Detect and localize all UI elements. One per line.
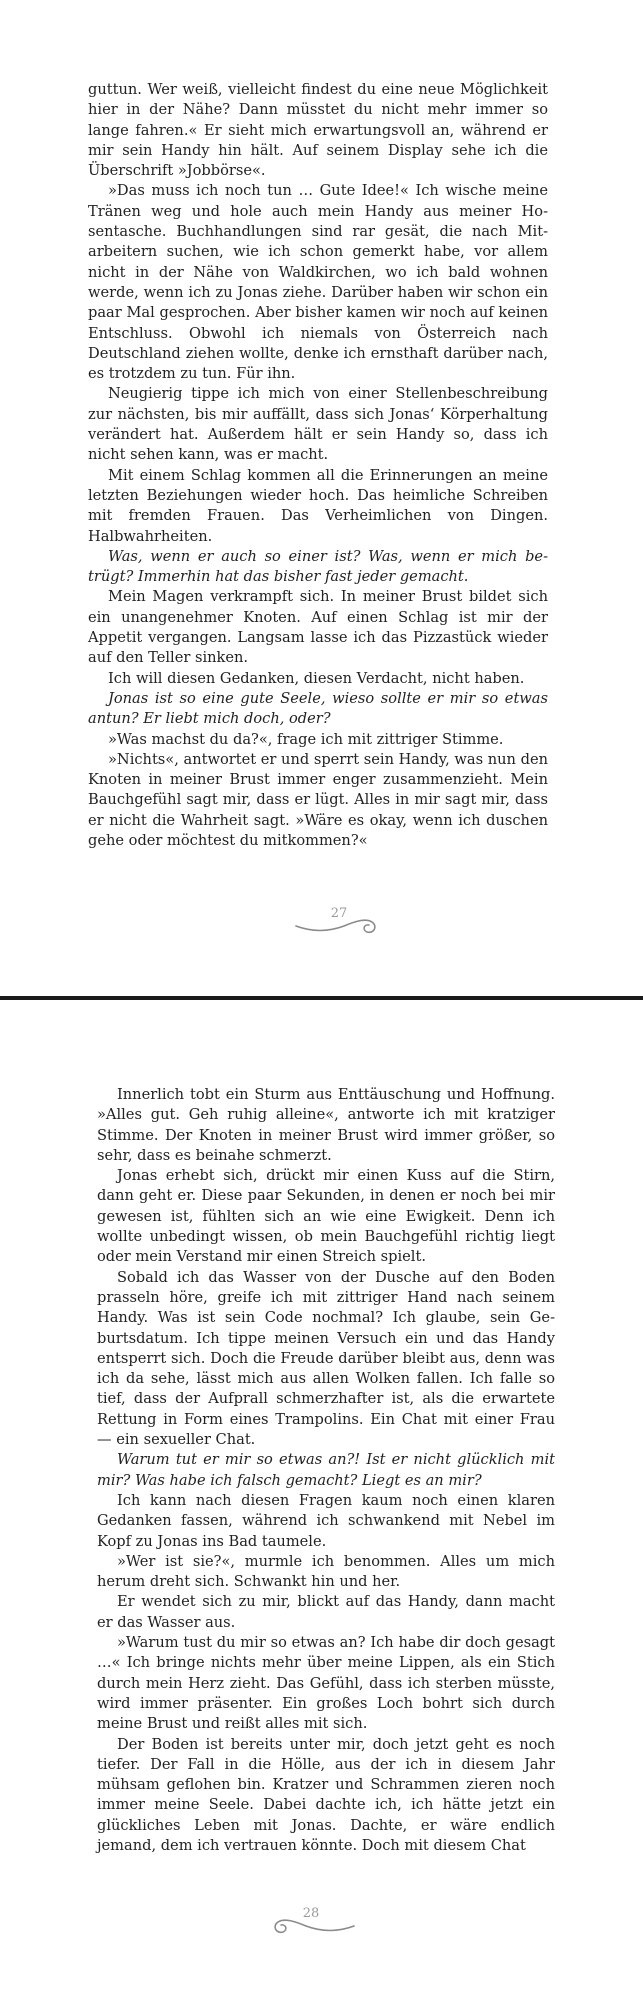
page-number-ornament: [266, 1900, 356, 1940]
paragraph: Neugierig tippe ich mich von einer Stellenbeschreibung zur nächsten, bis mir auffällt, dass sich Jonas‘ Körperhaltung verändert hat. Außerdem hält er sein Handy so, dass ich nicht sehen kann, was er macht.: [88, 385, 548, 464]
paragraph: Mit einem Schlag kommen all die Erinnerungen an meine letzten Beziehungen wieder hoch. Das heimliche Schreiben mit fremden Frauen. Das Verheimlichen von Dingen. Halbwahrheiten.: [88, 466, 548, 545]
page-body-text: [97, 1085, 555, 1856]
paragraph-italic-thought: Warum tut er mir so etwas an?! Ist er nicht glücklich mit mir? Was habe ich falsch gemacht? Liegt es an mir?: [97, 1451, 555, 1489]
paragraph: »Warum tust du mir so etwas an? Ich habe dir doch gesagt …« Ich bringe nichts mehr über meine Lippen, als ein Stich durch mein Herz zieht. Das Gefühl, dass ich sterben müsste, wird immer präsenter. Ein großes Loch bohrt sich durch meine Brust und reißt alles mit sich.: [97, 1634, 555, 1733]
paragraph: guttun. Wer weiß, vielleicht findest du eine neue Möglichkeit hier in der Nähe? Dann müsstet du nicht mehr immer so lange fahren.« Er sieht mich erwartungsvoll an, während er mir sein Handy hin hält. Auf seinem Display sehe ich die Überschrift »Jobbörse«.: [88, 81, 548, 180]
swirl-ornament-icon: [294, 910, 384, 940]
book-page-27: [0, 0, 643, 996]
paragraph: »Was machst du da?«, frage ich mit zittriger Stimme.: [108, 730, 504, 748]
paragraph-italic-thought: Was, wenn er auch so einer ist? Was, wenn er mich betrügt? Immerhin hat das bisher fast jeder gemacht.: [88, 547, 548, 586]
paragraph: »Nichts«, antwortet er und sperrt sein Handy, was nun den Knoten in meiner Brust immer enger zusammenzieht. Mein Bauchgefühl sagt mir, dass er lügt. Alles in mir sagt mir, dass er nicht die Wahrheit sagt. »Wäre es okay, wenn ich duschen gehe oder möchtest du mitkommen?«: [88, 750, 548, 849]
paragraph: Der Boden ist bereits unter mir, doch jetzt geht es noch tiefer. Der Fall in die Hölle, aus der ich in diesem Jahr mühsam geflohen bin. Kratzer und Schrammen zieren noch immer meine Seele. Dabei dachte ich, ich hätte jetzt ein glückliches Leben mit Jonas. Dachte, er wäre endlich jemand, dem ich vertrauen könnte. Doch mit diesem Chat: [97, 1735, 555, 1854]
page-body-text: [88, 80, 548, 851]
paragraph: Mein Magen verkrampft sich. In meiner Brust bildet sich ein unangenehmer Knoten. Auf einen Schlag ist mir der Appetit vergangen. Langsam lasse ich das Pizzastück wieder auf den Teller sinken.: [88, 588, 548, 667]
page-number: 28: [302, 1906, 320, 1921]
page-number-ornament: [294, 900, 384, 940]
paragraph: Innerlich tobt ein Sturm aus Enttäuschung und Hoffnung. »Alles gut. Geh ruhig alleine«, antworte ich mit kratziger Stimme. Der Knoten in meiner Brust wird immer größer, so sehr, dass es beinahe schmerzt.: [97, 1086, 555, 1164]
swirl-ornament-icon: [266, 1910, 356, 1940]
paragraph: »Wer ist sie?«, murmle ich benommen. Alles um mich herum dreht sich. Schwankt hin und her.: [97, 1552, 555, 1591]
paragraph-italic-thought: Jonas ist so eine gute Seele, wieso sollte er mir so etwas antun? Er liebt mich doch, oder?: [88, 689, 548, 728]
paragraph: Ich will diesen Gedanken, diesen Verdacht, nicht haben.: [108, 669, 525, 687]
paragraph: Er wendet sich zu mir, blickt auf das Handy, dann macht er das Wasser aus.: [97, 1593, 555, 1631]
book-page-28: [0, 1000, 643, 2000]
page-number: 27: [330, 906, 348, 921]
paragraph: Jonas erhebt sich, drückt mir einen Kuss auf die Stirn, dann geht er. Diese paar Sekunden, in denen er noch bei mir gewesen ist, fühlten sich an wie eine Ewigkeit. Denn ich wollte unbedingt wissen, ob mein Bauchgefühl richtig liegt oder mein Verstand mir einen Streich spielt.: [97, 1167, 555, 1266]
paragraph: »Das muss ich noch tun … Gute Idee!« Ich wische meine Tränen weg und hole auch mein Handy aus meiner Hosentasche. Buchhandlungen sind rar gesät, die nach Mitarbeitern suchen, wie ich schon gemerkt habe, vor allem nicht in der Nähe von Waldkirchen, wo ich bald wohnen werde, wenn ich zu Jonas ziehe. Darüber haben wir schon ein paar Mal gesprochen. Aber bisher kamen wir noch auf keinen Entschluss. Obwohl ich niemals von Österreich nach Deutschland ziehen wollte, denke ich ernsthaft darüber nach, es trotzdem zu tun. Für ihn.: [88, 182, 548, 383]
paragraph: Sobald ich das Wasser von der Dusche auf den Boden prasseln höre, greife ich mit zittriger Hand nach seinem Handy. Was ist sein Code nochmal? Ich glaube, sein Geburtsdatum. Ich tippe meinen Versuch ein und das Handy entsperrt sich. Doch die Freude darüber bleibt aus, denn was ich da sehe, lässt mich aus allen Wolken fallen. Ich falle so tief, dass der Aufprall schmerzhafter ist, als die erwartete Rettung in Form eines Trampolins. Ein Chat mit einer Frau — ein sexueller Chat.: [97, 1268, 555, 1449]
paragraph: Ich kann nach diesen Fragen kaum noch einen klaren Gedanken fassen, während ich schwankend mit Nebel im Kopf zu Jonas ins Bad taumele.: [97, 1491, 555, 1550]
